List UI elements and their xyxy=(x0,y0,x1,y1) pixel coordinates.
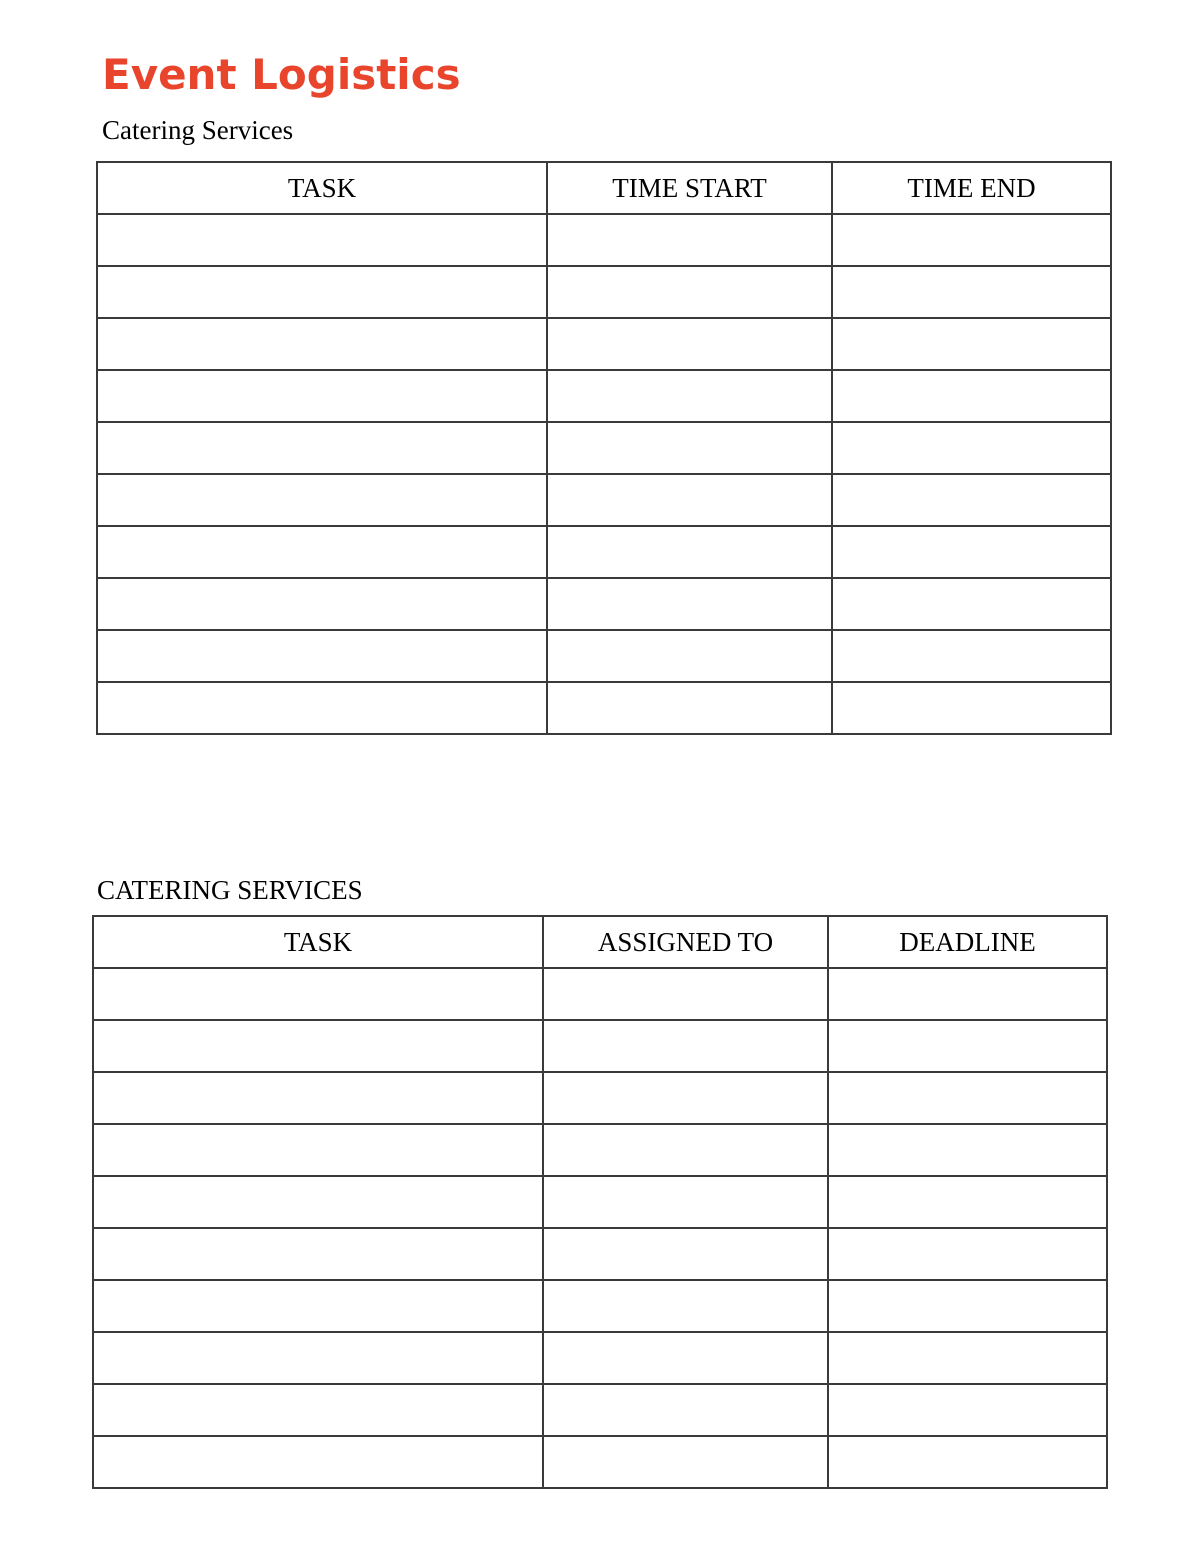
table-cell[interactable] xyxy=(547,318,832,370)
table-cell[interactable] xyxy=(832,630,1111,682)
table-header-row xyxy=(93,916,1107,968)
table-cell[interactable] xyxy=(97,630,547,682)
table-cell[interactable] xyxy=(97,214,547,266)
table-row xyxy=(97,578,1111,630)
table-header-row xyxy=(97,162,1111,214)
table-cell[interactable] xyxy=(547,370,832,422)
table-cell[interactable] xyxy=(547,214,832,266)
table-cell[interactable] xyxy=(93,968,543,1020)
table-cell[interactable] xyxy=(543,1176,828,1228)
table-cell[interactable] xyxy=(93,1176,543,1228)
table-cell[interactable] xyxy=(543,1124,828,1176)
table-cell[interactable] xyxy=(828,1280,1107,1332)
table-cell[interactable] xyxy=(828,1124,1107,1176)
column-header-task: TASK xyxy=(93,916,543,968)
table-row xyxy=(93,1124,1107,1176)
table-cell[interactable] xyxy=(97,578,547,630)
page-subtitle: Catering Services xyxy=(102,115,294,145)
table-row xyxy=(97,422,1111,474)
table-cell[interactable] xyxy=(828,968,1107,1020)
table-cell[interactable] xyxy=(97,682,547,734)
table-row xyxy=(93,1020,1107,1072)
table-row xyxy=(93,1228,1107,1280)
table-row xyxy=(93,1280,1107,1332)
table-cell[interactable] xyxy=(828,1384,1107,1436)
table-row xyxy=(97,370,1111,422)
table-cell[interactable] xyxy=(828,1072,1107,1124)
table-cell[interactable] xyxy=(97,474,547,526)
table-row xyxy=(97,630,1111,682)
table-cell[interactable] xyxy=(543,968,828,1020)
table-cell[interactable] xyxy=(543,1020,828,1072)
table-row xyxy=(93,1332,1107,1384)
table-row xyxy=(93,968,1107,1020)
table-cell[interactable] xyxy=(93,1020,543,1072)
table-cell[interactable] xyxy=(93,1384,543,1436)
table-cell[interactable] xyxy=(543,1228,828,1280)
column-header-deadline: DEADLINE xyxy=(828,916,1107,968)
table-row xyxy=(97,318,1111,370)
table-cell[interactable] xyxy=(547,526,832,578)
table-cell[interactable] xyxy=(93,1280,543,1332)
table-cell[interactable] xyxy=(97,318,547,370)
table-cell[interactable] xyxy=(547,630,832,682)
table-cell[interactable] xyxy=(828,1176,1107,1228)
table-cell[interactable] xyxy=(547,578,832,630)
table-cell[interactable] xyxy=(832,422,1111,474)
column-header-time-start: TIME START xyxy=(547,162,832,214)
table-cell[interactable] xyxy=(832,370,1111,422)
schedule-table xyxy=(96,161,1112,735)
table-cell[interactable] xyxy=(543,1384,828,1436)
assignment-table xyxy=(92,915,1108,1489)
table-row xyxy=(93,1436,1107,1488)
table-cell[interactable] xyxy=(97,422,547,474)
table-row xyxy=(93,1384,1107,1436)
table-cell[interactable] xyxy=(543,1332,828,1384)
table-cell[interactable] xyxy=(547,682,832,734)
table-cell[interactable] xyxy=(93,1228,543,1280)
table-cell[interactable] xyxy=(93,1072,543,1124)
table-row xyxy=(93,1176,1107,1228)
column-header-task: TASK xyxy=(97,162,547,214)
table-row xyxy=(97,682,1111,734)
table-cell[interactable] xyxy=(93,1332,543,1384)
page-title: Event Logistics xyxy=(102,50,461,99)
section-label: CATERING SERVICES xyxy=(97,875,363,905)
table-cell[interactable] xyxy=(543,1072,828,1124)
table-cell[interactable] xyxy=(832,578,1111,630)
table-cell[interactable] xyxy=(832,266,1111,318)
table-row xyxy=(97,214,1111,266)
column-header-time-end: TIME END xyxy=(832,162,1111,214)
table-cell[interactable] xyxy=(547,422,832,474)
column-header-assigned-to: ASSIGNED TO xyxy=(543,916,828,968)
table-cell[interactable] xyxy=(547,266,832,318)
table-cell[interactable] xyxy=(543,1280,828,1332)
table-cell[interactable] xyxy=(832,214,1111,266)
table-cell[interactable] xyxy=(832,682,1111,734)
table-row xyxy=(97,526,1111,578)
table-cell[interactable] xyxy=(828,1332,1107,1384)
table-cell[interactable] xyxy=(97,266,547,318)
table-cell[interactable] xyxy=(832,474,1111,526)
table-cell[interactable] xyxy=(93,1436,543,1488)
table-cell[interactable] xyxy=(97,370,547,422)
table-cell[interactable] xyxy=(828,1228,1107,1280)
table-cell[interactable] xyxy=(828,1020,1107,1072)
table-cell[interactable] xyxy=(547,474,832,526)
table-row xyxy=(97,474,1111,526)
table-cell[interactable] xyxy=(97,526,547,578)
table-cell[interactable] xyxy=(828,1436,1107,1488)
table-row xyxy=(97,266,1111,318)
table-row xyxy=(93,1072,1107,1124)
table-cell[interactable] xyxy=(543,1436,828,1488)
table-cell[interactable] xyxy=(832,526,1111,578)
table-cell[interactable] xyxy=(93,1124,543,1176)
table-cell[interactable] xyxy=(832,318,1111,370)
